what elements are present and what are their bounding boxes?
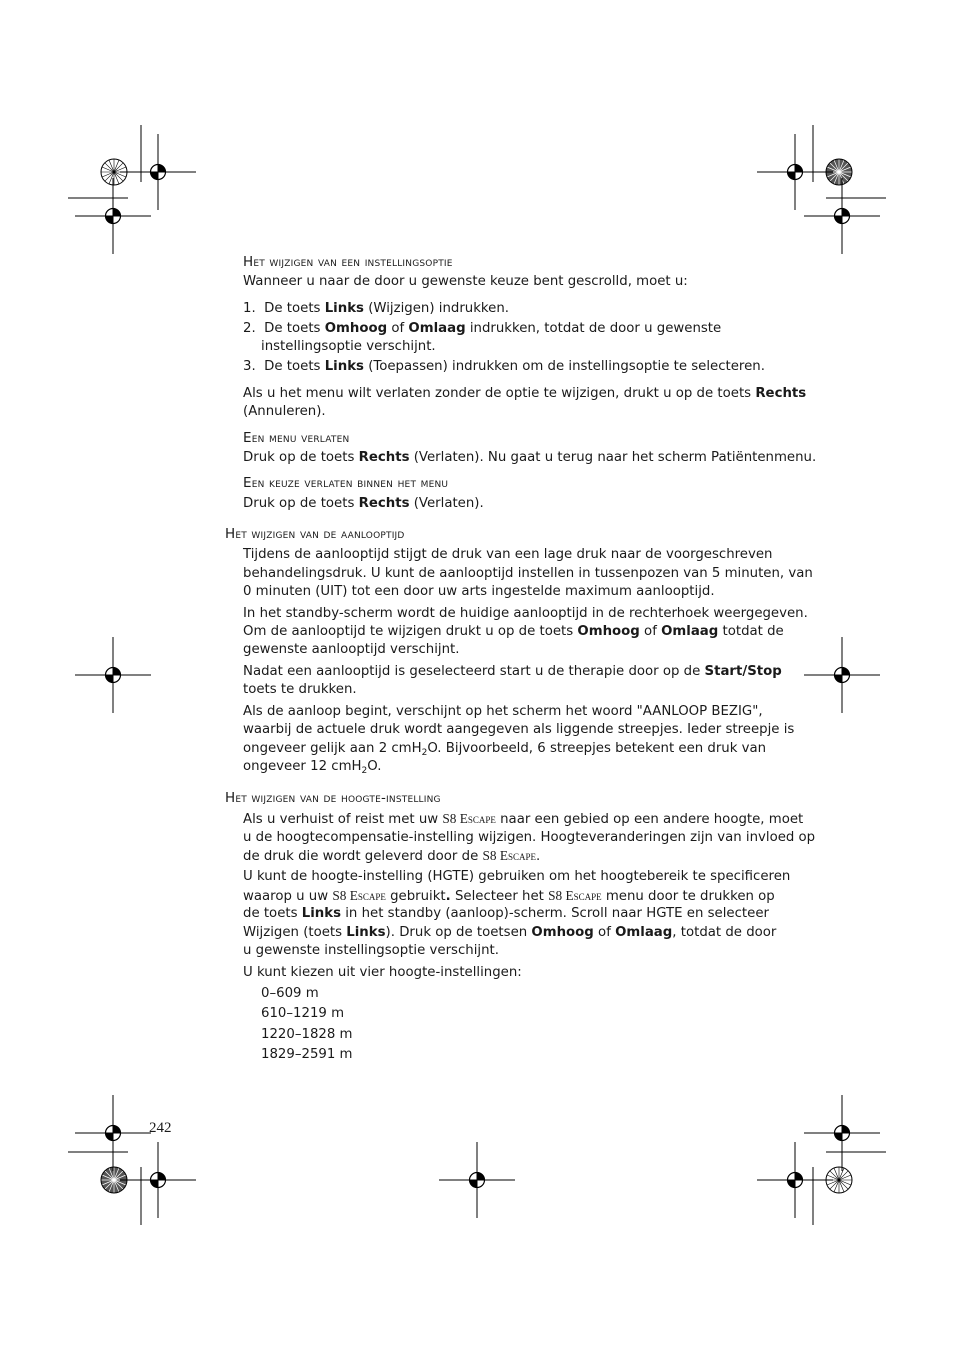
heading-menu-verlaten: Een menu verlaten: [243, 430, 350, 446]
paragraph-line: waarop u uw S8 Escape gebruikt. Selecteer het S8 Escape menu door te drukken op: [243, 888, 775, 904]
key-rechts: Rechts: [358, 450, 410, 465]
paragraph-line: waarbij de actuele druk wordt aangegeven als liggende streepjes. Ieder streepje is: [243, 722, 795, 737]
paragraph-line: behandelingsdruk. U kunt de aanlooptijd instellen in tussenpozen van 5 minuten, van: [243, 566, 813, 581]
key-rechts: Rechts: [755, 386, 807, 401]
list-item-continuation: instellingsoptie verschijnt.: [261, 339, 436, 354]
paragraph-line: Nadat een aanlooptijd is geselecteerd start u de therapie door op de Start/Stop: [243, 664, 782, 679]
heading-hoogte: Het wijzigen van de hoogte-instelling: [225, 790, 441, 806]
paragraph-line: de druk die wordt geleverd door de S8 Escape.: [243, 848, 541, 864]
product-name: S8 Escape: [548, 888, 602, 903]
paragraph-line: Tijdens de aanlooptijd stijgt de druk van een lage druk naar de voorgeschreven: [243, 547, 773, 562]
key-start-stop: Start/Stop: [704, 664, 782, 679]
paragraph-line: ongeveer 12 cmH$_2$O.: [243, 759, 382, 776]
paragraph: Als u het menu wilt verlaten zonder de optie te wijzigen, drukt u op de toets Rechts: [243, 386, 807, 401]
key-links: Links: [346, 925, 386, 940]
paragraph-line: u gewenste instellingsoptie verschijnt.: [243, 943, 499, 958]
key-links: Links: [324, 359, 364, 374]
heading-aanlooptijd: Het wijzigen van de aanlooptijd: [225, 526, 405, 542]
key-omhoog: Omhoog: [577, 624, 640, 639]
paragraph-line: gewenste aanlooptijd verschijnt.: [243, 642, 460, 657]
key-links: Links: [324, 301, 364, 316]
list-item: 1. De toets Links (Wijzigen) indrukken.: [243, 301, 509, 316]
paragraph-line: 0 minuten (UIT) tot een door uw arts ingestelde maximum aanlooptijd.: [243, 584, 715, 599]
paragraph-line: de toets Links in het standby (aanloop)-scherm. Scroll naar HGTE en selecteer: [243, 906, 769, 921]
heading-keuze-verlaten: Een keuze verlaten binnen het menu: [243, 475, 449, 491]
paragraph-line: Om de aanlooptijd te wijzigen drukt u op de toets Omhoog of Omlaag totdat de: [243, 624, 784, 639]
list-item: 2. De toets Omhoog of Omlaag indrukken, totdat de door u gewenste: [243, 321, 722, 336]
altitude-range-item: 1220–1828 m: [261, 1027, 353, 1042]
product-name: S8 Escape: [442, 811, 496, 826]
list-item: 3. De toets Links (Toepassen) indrukken om de instellingsoptie te selecteren.: [243, 359, 765, 374]
key-omlaag: Omlaag: [615, 925, 673, 940]
intro-text: Wanneer u naar de door u gewenste keuze bent gescrolld, moet u:: [243, 274, 688, 289]
heading-wijzigen-optie: Het wijzigen van een instellingsoptie: [243, 254, 453, 270]
paragraph-line: U kunt de hoogte-instelling (HGTE) gebruiken om het hoogtebereik te specificeren: [243, 869, 791, 884]
paragraph-line: U kunt kiezen uit vier hoogte-instellingen:: [243, 965, 522, 980]
page-number: 242: [149, 1120, 172, 1136]
paragraph: Druk op de toets Rechts (Verlaten). Nu gaat u terug naar het scherm Patiëntenmenu.: [243, 450, 817, 465]
key-omlaag: Omlaag: [661, 624, 719, 639]
paragraph-line: ongeveer gelijk aan 2 cmH$_2$O. Bijvoorbeeld, 6 streepjes betekent een druk van: [243, 741, 767, 758]
altitude-range-item: 1829–2591 m: [261, 1047, 353, 1062]
product-name: S8 Escape: [482, 848, 536, 863]
paragraph-line: Als de aanloop begint, verschijnt op het scherm het woord "AANLOOP BEZIG",: [243, 704, 763, 719]
paragraph-line: In het standby-scherm wordt de huidige aanlooptijd in de rechterhoek weergegeven.: [243, 606, 808, 621]
paragraph-line: Wijzigen (toets Links). Druk op de toetsen Omhoog of Omlaag, totdat de door: [243, 925, 777, 940]
key-omlaag: Omlaag: [408, 321, 466, 336]
paragraph-line: u de hoogtecompensatie-instelling wijzigen. Hoogteveranderingen zijn van invloed op: [243, 830, 816, 845]
key-links: Links: [301, 906, 342, 921]
paragraph: Druk op de toets Rechts (Verlaten).: [243, 496, 484, 511]
key-omhoog: Omhoog: [324, 321, 388, 336]
altitude-range-item: 610–1219 m: [261, 1006, 345, 1021]
altitude-range-item: 0–609 m: [261, 986, 319, 1001]
paragraph-line: Als u verhuist of reist met uw S8 Escape naar een gebied op een andere hoogte, moet: [243, 811, 804, 827]
paragraph-line: (Annuleren).: [243, 404, 326, 419]
key-omhoog: Omhoog: [531, 925, 594, 940]
paragraph-line: toets te drukken.: [243, 682, 357, 697]
key-rechts: Rechts: [358, 496, 410, 511]
product-name: S8 Escape: [332, 888, 386, 903]
